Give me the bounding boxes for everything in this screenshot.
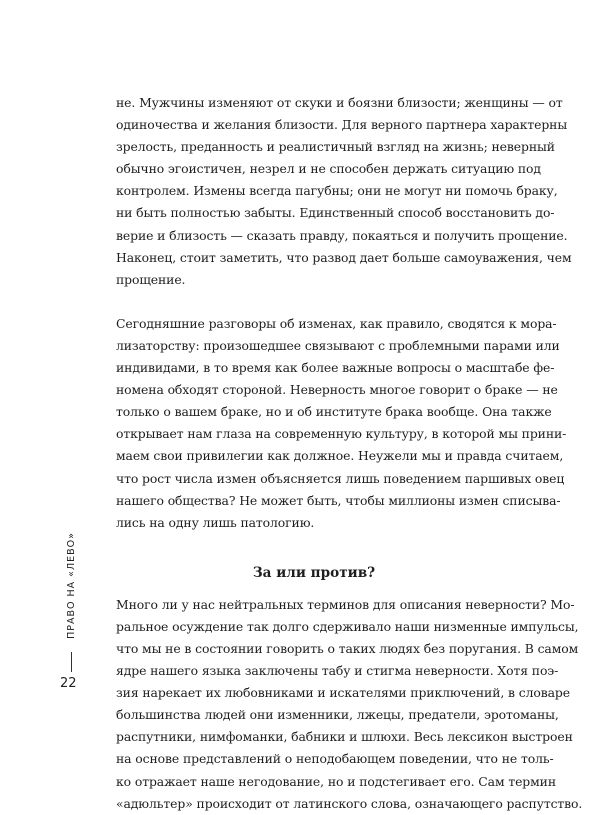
text-line: индивидами, в то время как более важные вопросы о масштабе фе- — [116, 360, 555, 376]
paragraph-gap — [116, 534, 512, 556]
side-rule — [71, 652, 72, 672]
text-line: на основе представлений о неподобающем поведении, что не толь- — [116, 751, 554, 767]
text-line: верие и близость — сказать правду, покаяться и получить прощение. — [116, 227, 568, 243]
paragraph-gap — [116, 291, 512, 313]
text-line: большинства людей они изменники, лжецы, предатели, эротоманы, — [116, 707, 559, 723]
text-line: зия нарекает их любовниками и искателями приключений, в словаре — [116, 685, 570, 701]
text-line: распутники, нимфоманки, бабники и шлюхи. Весь лексикон выстроен — [116, 729, 573, 745]
text-line: Много ли у нас нейтральных терминов для описания неверности? Мо- — [116, 596, 575, 612]
running-head — [64, 525, 78, 645]
paragraph-1 — [116, 92, 572, 291]
text-line: нашего общества? Не может быть, чтобы миллионы измен списыва- — [116, 492, 561, 508]
text-line: лизаторству: произошедшее связывают с проблемными парами или — [116, 337, 560, 353]
text-line: маем свои привилегии как должное. Неужели мы и правда считаем, — [116, 448, 564, 464]
section-heading: За или против? — [252, 564, 376, 581]
text-line: лись на одну лишь патологию. — [116, 514, 315, 530]
text-line: ко отражает наше негодование, но и подстегивает его. Сам термин — [116, 773, 556, 789]
text-line: что рост числа измен объясняется лишь поведением паршивых овец — [116, 470, 565, 486]
text-line: не. Мужчины изменяют от скуки и боязни близости; женщины — от — [116, 95, 563, 110]
text-line: «адюльтер» происходит от латинского слова, означающего распутство. — [116, 795, 583, 811]
text-line: открывает нам глаза на современную культуру, в которой мы прини- — [116, 426, 567, 442]
text-line: Сегодняшние разговоры об изменах, как правило, сводятся к мора- — [116, 315, 557, 331]
text-line: зрелость, преданность и реалистичный взгляд на жизнь; неверный — [116, 139, 555, 155]
paragraph-3 — [116, 594, 583, 815]
running-head-text: ПРАВО НА «ЛЕВО» — [65, 531, 77, 639]
text-line: только о вашем браке, но и об институте брака вообще. Она также — [116, 404, 552, 420]
text-line: что мы не в состоянии говорить о таких людях без поругания. В самом — [116, 640, 579, 656]
text-line: Наконец, стоит заметить, что развод дает больше самоуважения, чем — [116, 249, 572, 265]
text-line: одиночества и желания близости. Для верного партнера характерны — [116, 117, 568, 133]
text-line: прощение. — [116, 271, 186, 287]
text-line: ральное осуждение так долго сдерживало наши низменные импульсы, — [116, 618, 579, 634]
text-line: ядре нашего языка заключены табу и стигма неверности. Хотя поэ- — [116, 663, 559, 679]
page-body — [116, 92, 583, 815]
text-line: контролем. Измены всегда пагубны; они не могут ни помочь браку, — [116, 183, 558, 199]
page-number: 22 — [60, 676, 77, 691]
text-line: ни быть полностью забыты. Единственный способ восстановить до- — [116, 205, 555, 221]
text-line: обычно эгоистичен, незрел и не способен держать ситуацию под — [116, 161, 541, 177]
text-line: номена обходят стороной. Неверность многое говорит о браке — не — [116, 382, 558, 398]
paragraph-2 — [116, 313, 567, 534]
